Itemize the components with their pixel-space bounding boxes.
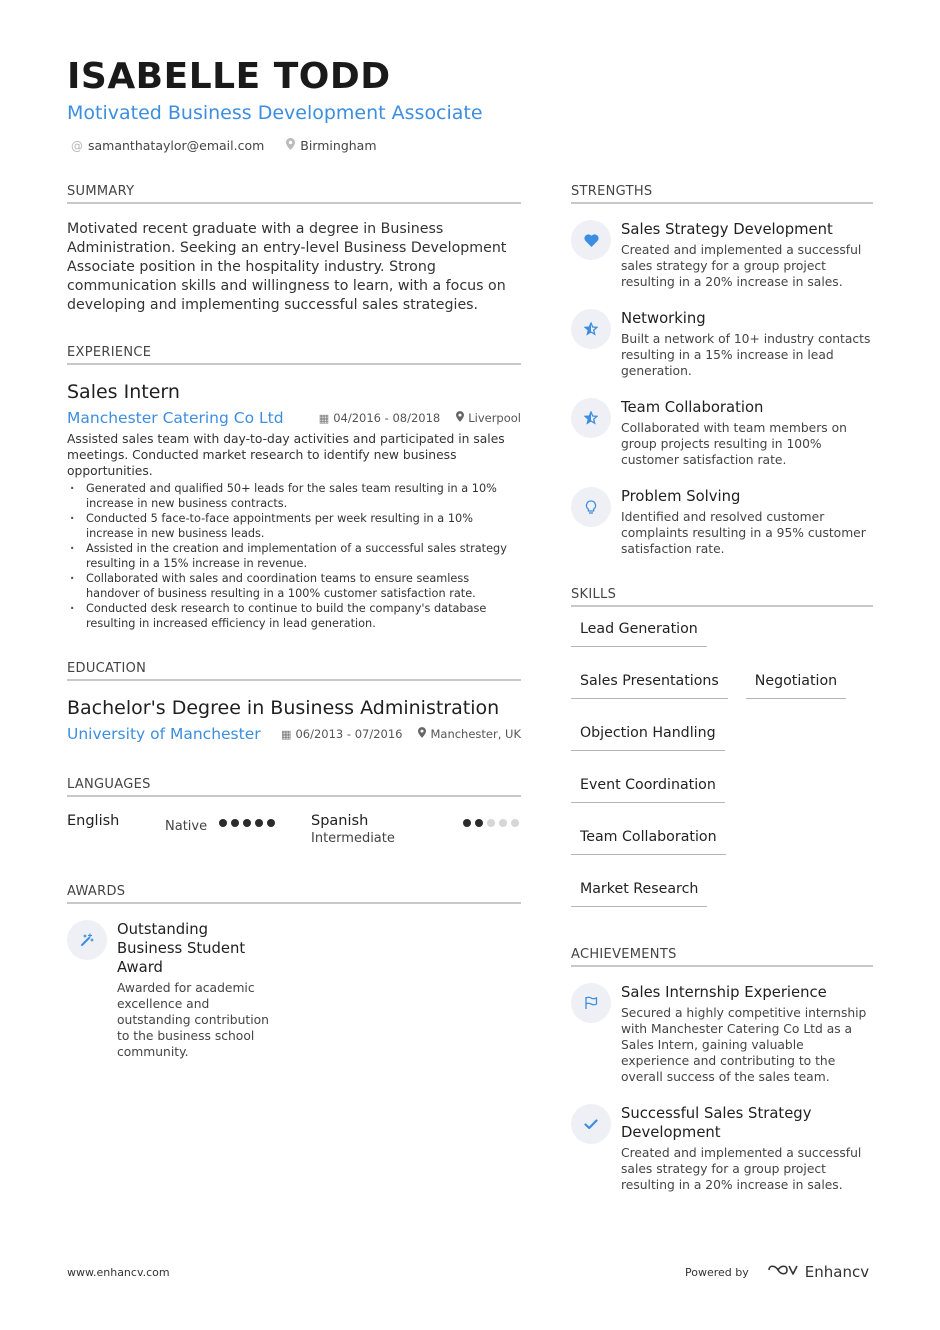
- experience-description: Assisted sales team with day-to-day activities and participated in sales meetings. Conducted market research to identify new business opportunities.: [67, 432, 505, 478]
- heart-icon: [571, 220, 611, 260]
- rating-dot: [219, 819, 227, 827]
- skill-tag: Sales Presentations: [571, 673, 728, 699]
- lightbulb-icon: [571, 487, 611, 527]
- calendar-icon: ▦: [318, 412, 330, 425]
- award-item: [67, 920, 277, 1060]
- achievement-title: Successful Sales Strategy Development: [621, 1105, 812, 1141]
- strength-description: Identified and resolved customer complaints resulting in a 95% customer satisfaction rate.: [621, 510, 866, 556]
- language-level-text: Native: [165, 819, 208, 834]
- rating-dot: [475, 819, 483, 827]
- experience-bullet: · Generated and qualified 50+ leads for the sales team resulting in a 10% increase in new business contracts.: [67, 481, 521, 511]
- award-content: [117, 920, 277, 1060]
- at-icon: @: [71, 138, 83, 153]
- strength-title: Team Collaboration: [621, 399, 764, 416]
- rating-dot: [499, 819, 507, 827]
- star-icon: [571, 309, 611, 349]
- rating-dot: [243, 819, 251, 827]
- experience-bullet: · Conducted 5 face-to-face appointments per week resulting in a 10% increase in new business leads.: [67, 511, 521, 541]
- strength-content: [621, 487, 873, 557]
- language-level-text: Intermediate: [311, 831, 395, 846]
- strength-title: Sales Strategy Development: [621, 221, 833, 238]
- strength-content: [621, 220, 873, 290]
- rating-dot: [231, 819, 239, 827]
- footer-branding: [685, 1262, 869, 1282]
- experience-bullets: [67, 481, 521, 631]
- enhancv-logo-icon: [767, 1262, 799, 1282]
- languages-heading: LANGUAGES: [67, 777, 521, 797]
- experience-bullet: · Conducted desk research to continue to build the company's database resulting in increased efficiency in lead generation.: [67, 601, 521, 631]
- languages-row: [67, 813, 521, 846]
- rating-dot: [487, 819, 495, 827]
- experience-location-text: Liverpool: [468, 411, 521, 425]
- achievement-item: [571, 983, 873, 1085]
- summary-heading: SUMMARY: [67, 184, 521, 204]
- brand-logo[interactable]: [767, 1262, 869, 1282]
- strength-title: Networking: [621, 310, 706, 327]
- education-location-text: Manchester, UK: [430, 727, 521, 741]
- skill-tag: Event Coordination: [571, 777, 725, 803]
- achievements-heading: ACHIEVEMENTS: [571, 947, 873, 967]
- location-pin-icon: [286, 138, 295, 153]
- experience-role: Sales Intern: [67, 381, 180, 403]
- location-pin-icon: [456, 412, 464, 425]
- language-rating-spanish: [463, 813, 519, 827]
- experience-location: [456, 411, 521, 425]
- education-heading: EDUCATION: [67, 661, 521, 681]
- education-school: University of Manchester: [67, 725, 261, 743]
- strength-content: [621, 398, 873, 468]
- checkmark-icon: [571, 1104, 611, 1144]
- email-contact[interactable]: [71, 138, 264, 153]
- skills-list: [571, 621, 873, 907]
- experience-heading: EXPERIENCE: [67, 345, 521, 365]
- strength-item: [571, 309, 873, 379]
- powered-by-text: Powered by: [685, 1265, 749, 1279]
- education-row: [67, 725, 521, 743]
- right-column: [571, 184, 873, 1193]
- language-block-spanish: [311, 813, 461, 846]
- strength-description: Collaborated with team members on group projects resulting in 100% customer satisfaction rate.: [621, 421, 847, 467]
- language-name-text: Spanish: [311, 813, 369, 829]
- calendar-icon: ▦: [281, 728, 292, 741]
- award-title: Outstanding Business Student Award: [117, 921, 246, 976]
- language-level: [165, 813, 219, 834]
- rating-dot: [511, 819, 519, 827]
- skill-tag: Objection Handling: [571, 725, 725, 751]
- experience-dates: [319, 411, 440, 425]
- education-dates-text: 06/2013 - 07/2016: [295, 727, 403, 741]
- skill-tag: Team Collaboration: [571, 829, 726, 855]
- strengths-heading: STRENGTHS: [571, 184, 873, 204]
- achievement-description: Created and implemented a successful sales strategy for a group project resulting in a 20% increase in sales.: [621, 1146, 862, 1192]
- location-contact: [286, 138, 376, 153]
- strength-title: Problem Solving: [621, 488, 741, 505]
- education-meta: [281, 727, 521, 741]
- rating-dot: [255, 819, 263, 827]
- flag-icon: [571, 983, 611, 1023]
- skill-tag: Market Research: [571, 881, 707, 907]
- strength-content: [621, 309, 873, 379]
- strength-item: [571, 220, 873, 290]
- rating-dot: [463, 819, 471, 827]
- email-text: samanthataylor@email.com: [88, 138, 265, 153]
- experience-bullet: · Assisted in the creation and implementation of a successful sales strategy resulting in a 15% increase in revenue.: [67, 541, 521, 571]
- achievement-item: [571, 1104, 873, 1193]
- skill-tag: Lead Generation: [571, 621, 707, 647]
- experience-dates-text: 04/2016 - 08/2018: [333, 411, 441, 425]
- language-name: [67, 813, 165, 829]
- star-icon: [571, 398, 611, 438]
- education-location: [418, 727, 521, 741]
- experience-company: Manchester Catering Co Ltd: [67, 409, 284, 427]
- strength-description: Built a network of 10+ industry contacts resulting in a 15% increase in lead generation.: [621, 332, 871, 378]
- experience-company-row: [67, 409, 521, 427]
- awards-heading: AWARDS: [67, 884, 521, 904]
- education-degree: Bachelor's Degree in Business Administration: [67, 697, 500, 719]
- experience-meta: [319, 411, 521, 425]
- footer-website-link[interactable]: www.enhancv.com: [67, 1266, 170, 1279]
- strength-item: [571, 398, 873, 468]
- language-name-text: English: [67, 813, 120, 829]
- magic-wand-icon: [67, 920, 107, 960]
- skills-heading: SKILLS: [571, 587, 873, 607]
- left-column: [67, 184, 521, 1060]
- candidate-name: ISABELLE TODD: [67, 56, 391, 97]
- skill-tag: Negotiation: [746, 673, 846, 699]
- achievement-content: [621, 983, 873, 1085]
- job-title: Motivated Business Development Associate: [67, 102, 483, 124]
- strength-description: Created and implemented a successful sales strategy for a group project resulting in a 20% increase in sales.: [621, 243, 862, 289]
- location-pin-icon: [418, 728, 426, 741]
- contact-info: [71, 138, 377, 153]
- experience-bullet: · Collaborated with sales and coordination teams to ensure seamless handover of business resulting in a 100% customer satisfaction rate.: [67, 571, 521, 601]
- location-text: Birmingham: [300, 138, 377, 153]
- award-description: Awarded for academic excellence and outstanding contribution to the business school community.: [117, 981, 269, 1059]
- strength-item: [571, 487, 873, 557]
- rating-dot: [267, 819, 275, 827]
- achievement-description: Secured a highly competitive internship with Manchester Catering Co Ltd as a Sales Intern, gaining valuable experience and contributing to the overall success of the sales team.: [621, 1006, 867, 1084]
- brand-name: Enhancv: [804, 1263, 870, 1281]
- language-rating-english: [219, 813, 311, 827]
- education-dates: [281, 727, 402, 741]
- achievement-title: Sales Internship Experience: [621, 984, 827, 1001]
- summary-text: Motivated recent graduate with a degree in Business Administration. Seeking an entry-level Business Development Associate position in the hospitality industry. Strong communication skills and willingness to learn, with a focus on developing and implementing successful sales strategies.: [67, 221, 507, 313]
- achievement-content: [621, 1104, 873, 1193]
